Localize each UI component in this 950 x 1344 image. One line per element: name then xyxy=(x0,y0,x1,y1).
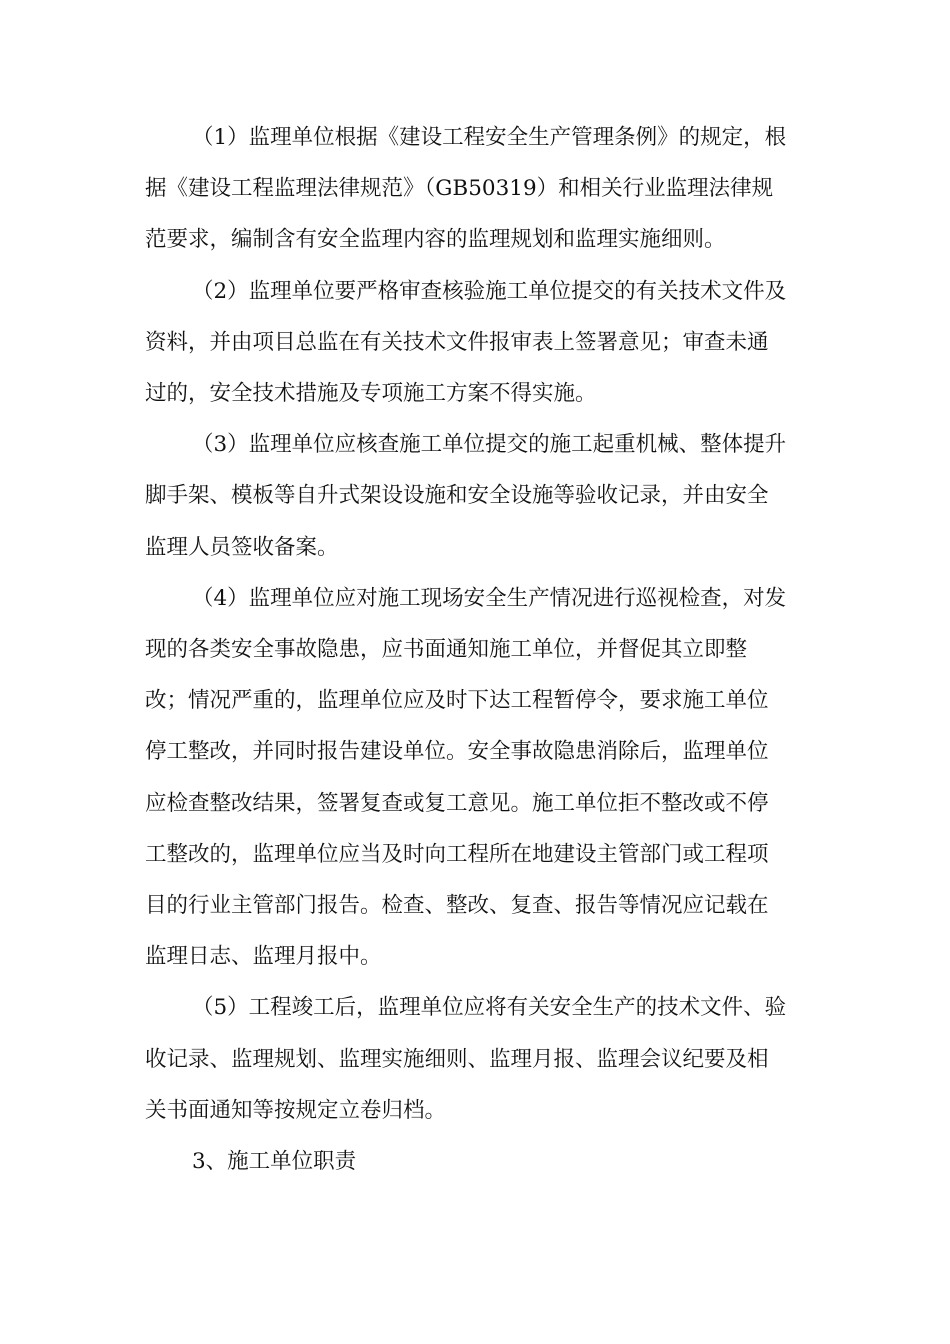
paragraph-line: 目的行业主管部门报告。检查、整改、复查、报告等情况应记载在 xyxy=(145,893,769,919)
paragraph-line: 据《建设工程监理法律规范》（GB50319）和相关行业监理法律规 xyxy=(145,176,774,202)
document-body xyxy=(145,112,807,1187)
paragraph-line: （4）监理单位应对施工现场安全生产情况进行巡视检查，对发 xyxy=(192,585,787,611)
paragraph-line: 关书面通知等按规定立卷归档。 xyxy=(145,1097,447,1123)
paragraph-line: （3）监理单位应核查施工单位提交的施工起重机械、整体提升 xyxy=(192,432,787,458)
paragraph-line: （5）工程竣工后，监理单位应将有关安全生产的技术文件、验 xyxy=(192,995,787,1021)
paragraph-3 xyxy=(145,419,807,573)
paragraph-line: （1）监理单位根据《建设工程安全生产管理条例》的规定，根 xyxy=(192,125,787,150)
paragraph-line: 脚手架、模板等自升式架设设施和安全设施等验收记录，并由安全 xyxy=(145,483,769,509)
section-heading xyxy=(145,1136,807,1187)
paragraph-line: 现的各类安全事故隐患，应书面通知施工单位，并督促其立即整 xyxy=(145,637,748,663)
paragraph-4 xyxy=(145,573,807,983)
paragraph-line: （2）监理单位要严格审查核验施工单位提交的有关技术文件及 xyxy=(192,278,787,304)
paragraph-1 xyxy=(145,112,807,266)
section-heading-text: 3、施工单位职责 xyxy=(192,1149,357,1175)
paragraph-line: 工整改的，监理单位应当及时向工程所在地建设主管部门或工程项 xyxy=(145,841,769,867)
paragraph-line: 改；情况严重的，监理单位应及时下达工程暂停令，要求施工单位 xyxy=(145,688,769,714)
paragraph-line: 应检查整改结果，签署复查或复工意见。施工单位拒不整改或不停 xyxy=(145,790,769,816)
paragraph-line: 停工整改，并同时报告建设单位。安全事故隐患消除后，监理单位 xyxy=(145,739,769,765)
paragraph-line: 资料，并由项目总监在有关技术文件报审表上签署意见；审查未通 xyxy=(145,329,769,355)
paragraph-line: 收记录、监理规划、监理实施细则、监理月报、监理会议纪要及相 xyxy=(145,1046,769,1072)
paragraph-line: 范要求，编制含有安全监理内容的监理规划和监理实施细则。 xyxy=(145,227,726,253)
paragraph-5 xyxy=(145,982,807,1136)
paragraph-line: 监理日志、监理月报中。 xyxy=(145,944,382,970)
paragraph-line: 监理人员签收备案。 xyxy=(145,534,339,560)
paragraph-line: 过的，安全技术措施及专项施工方案不得实施。 xyxy=(145,381,597,407)
paragraph-2 xyxy=(145,266,807,420)
